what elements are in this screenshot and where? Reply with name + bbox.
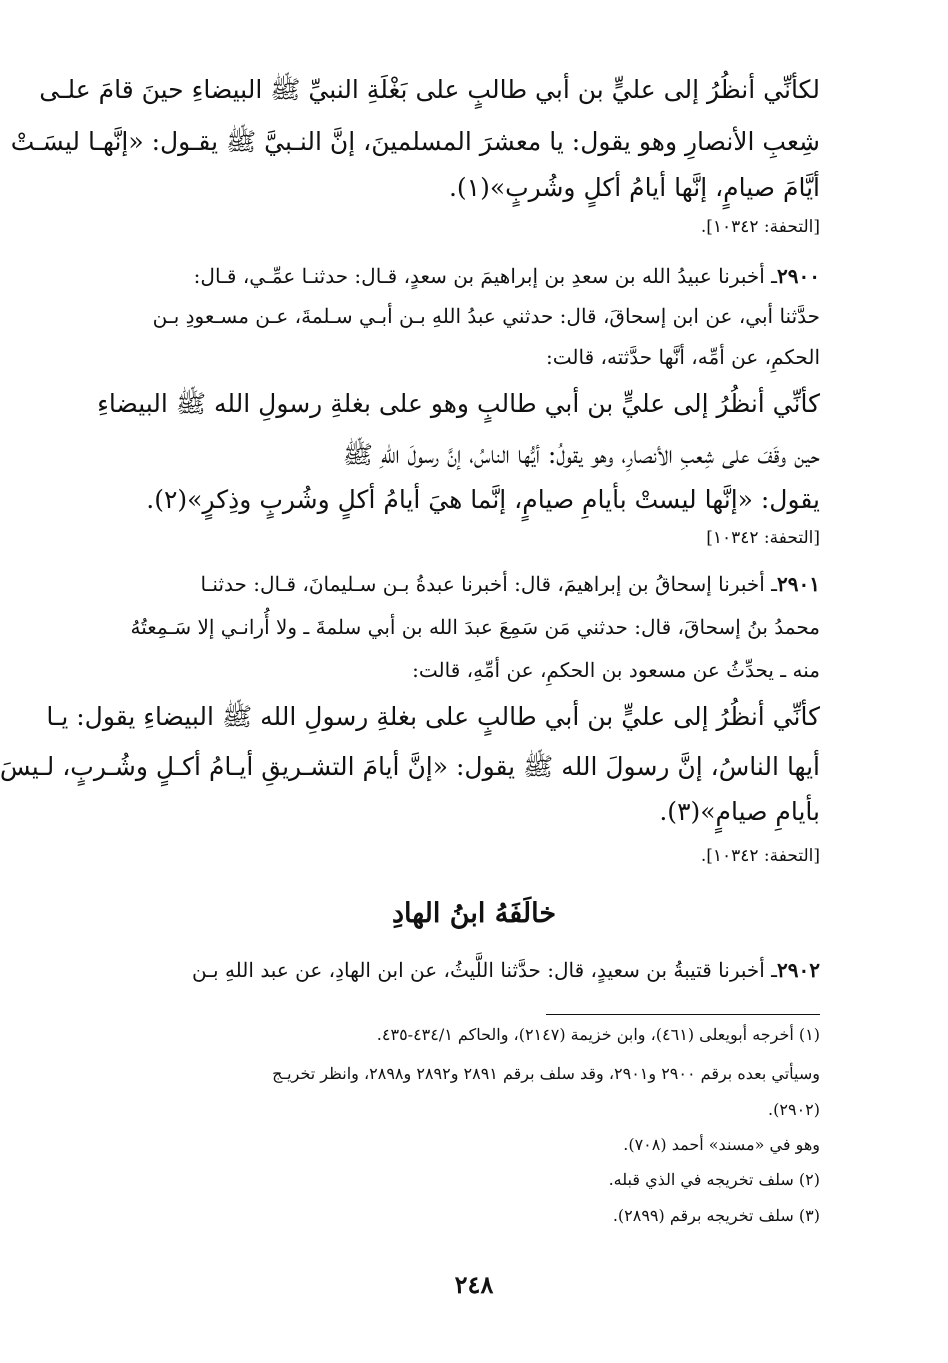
citation-ref: [التحفة: ١٠٣٤٢]. (700, 217, 820, 237)
footnote-divider (546, 1014, 820, 1015)
hadith-matn-line: حين وقَفَ على شِعبِ الأنصارِ، وهو يقولُ: أيُّها الناسُ، إنَّ رسولَ اللهِ ﷺ (342, 440, 820, 469)
footnote-line: وسيأتي بعده برقم ٢٩٠٠ و٢٩٠١، وقد سلف برقم ٢٨٩١ و٢٨٩٢ و٢٨٩٨، وانظر تخريـج (272, 1064, 820, 1083)
text-line: شِعبِ الأنصارِ وهو يقول: يا معشرَ المسلمينَ، إنَّ النـبيَّ ﷺ يقـول: «إنَّهـا ليسَـتْ (10, 127, 820, 156)
footnote-line: (٢٩٠٢). (768, 1100, 820, 1119)
hadith-isnad-line: الحكمِ، عن أمِّه، أنَّها حدَّثته، قالت: (546, 345, 820, 369)
hadith-number: ٢٩٠٢ (777, 958, 820, 982)
hadith-matn-line: أيها الناسُ، إنَّ رسولَ الله ﷺ يقول: «إنَّ أيامَ التشـريقِ أيـامُ أكـلٍ وشُـربٍ، لـيسَ (0, 752, 820, 781)
section-heading: خالَفَهُ ابنُ الهادِ (391, 898, 557, 929)
citation-ref: [التحفة: ١٠٣٤٢] (706, 528, 820, 548)
hadith-matn-line: يقول: «إنَّها ليستْ بأيامِ صيامٍ، إنَّما هيَ أيامُ أكلٍ وشُربٍ وذِكرٍ»(٢). (146, 485, 820, 514)
citation-ref: [التحفة: ١٠٣٤٢]. (700, 846, 820, 866)
page-number: ٢٤٨ (454, 1270, 494, 1299)
hadith-matn-line: كأنِّي أنظُرُ إلى عليٍّ بن أبي طالبٍ وهو على بغلةِ رسولِ الله ﷺ البيضاءِ (97, 389, 820, 418)
hadith-number: ٢٩٠١ (777, 572, 820, 596)
footnote-line: (٢) سلف تخريجه في الذي قبله. (608, 1170, 820, 1189)
hadith-isnad-line: محمدُ بنُ إسحاقَ، قال: حدثني مَن سَمِعَ عبدَ الله بن أبي سلمةَ ـ ولا أُرانـي إلا سَـمِعتُهُ (130, 615, 820, 639)
text-line: لكأنِّي أنظُرُ إلى عليٍّ بن أبي طالبٍ على بَغْلَةِ النبيِّ ﷺ البيضاءِ حينَ قامَ علـى (39, 75, 820, 104)
hadith-isnad-text: ـ أخبرنا عبيدُ الله بن سعدِ بن إبراهيمَ بن سعدٍ، قـال: حدثنـا عمِّـي، قـال: (193, 264, 778, 288)
hadith-number: ٢٩٠٠ (777, 264, 820, 288)
hadith-isnad-text: ـ أخبرنا قتيبةُ بن سعيدٍ، قال: حدَّثنا اللَّيثُ، عن ابن الهادِ، عن عبد اللهِ بـن (191, 958, 778, 982)
footnote-line: (١) أخرجه أبويعلى (٤٦١)، وابن خزيمة (٢١٤٧)، والحاكم ٤٣٤/١-٤٣٥. (376, 1025, 820, 1044)
hadith-isnad-text: ـ أخبرنا إسحاقُ بن إبراهيمَ، قال: أخبرنا عبدةُ بـن سـليمانَ، قـال: حدثنـا (200, 572, 778, 596)
hadith-isnad-line (122, 263, 820, 289)
hadith-isnad-line: منه ـ يحدِّثُ عن مسعود بن الحكمِ، عن أمِّهِ، قالت: (412, 658, 820, 682)
hadith-isnad-line (122, 571, 820, 597)
footnote-line: (٣) سلف تخريجه برقم (٢٨٩٩). (612, 1206, 820, 1225)
hadith-isnad-line: حدَّثنا أبي، عن ابن إسحاقَ، قال: حدثني عبدُ اللهِ بـن أبـي سـلمةَ، عـن مسـعودِ بـن (152, 304, 820, 328)
hadith-matn-line: بأيامِ صيامٍ»(٣). (659, 797, 820, 826)
text-line: أيَّامَ صيامٍ، إنَّها أيامُ أكلٍ وشُربٍ»(١). (448, 173, 820, 202)
hadith-isnad-line (122, 957, 820, 983)
hadith-matn-line: كأنِّي أنظُرُ إلى عليٍّ بن أبي طالبٍ على بغلةِ رسولِ الله ﷺ البيضاءِ يقول: يـا (46, 702, 820, 731)
footnote-line: وهو في «مسند» أحمد (٧٠٨). (623, 1135, 820, 1154)
